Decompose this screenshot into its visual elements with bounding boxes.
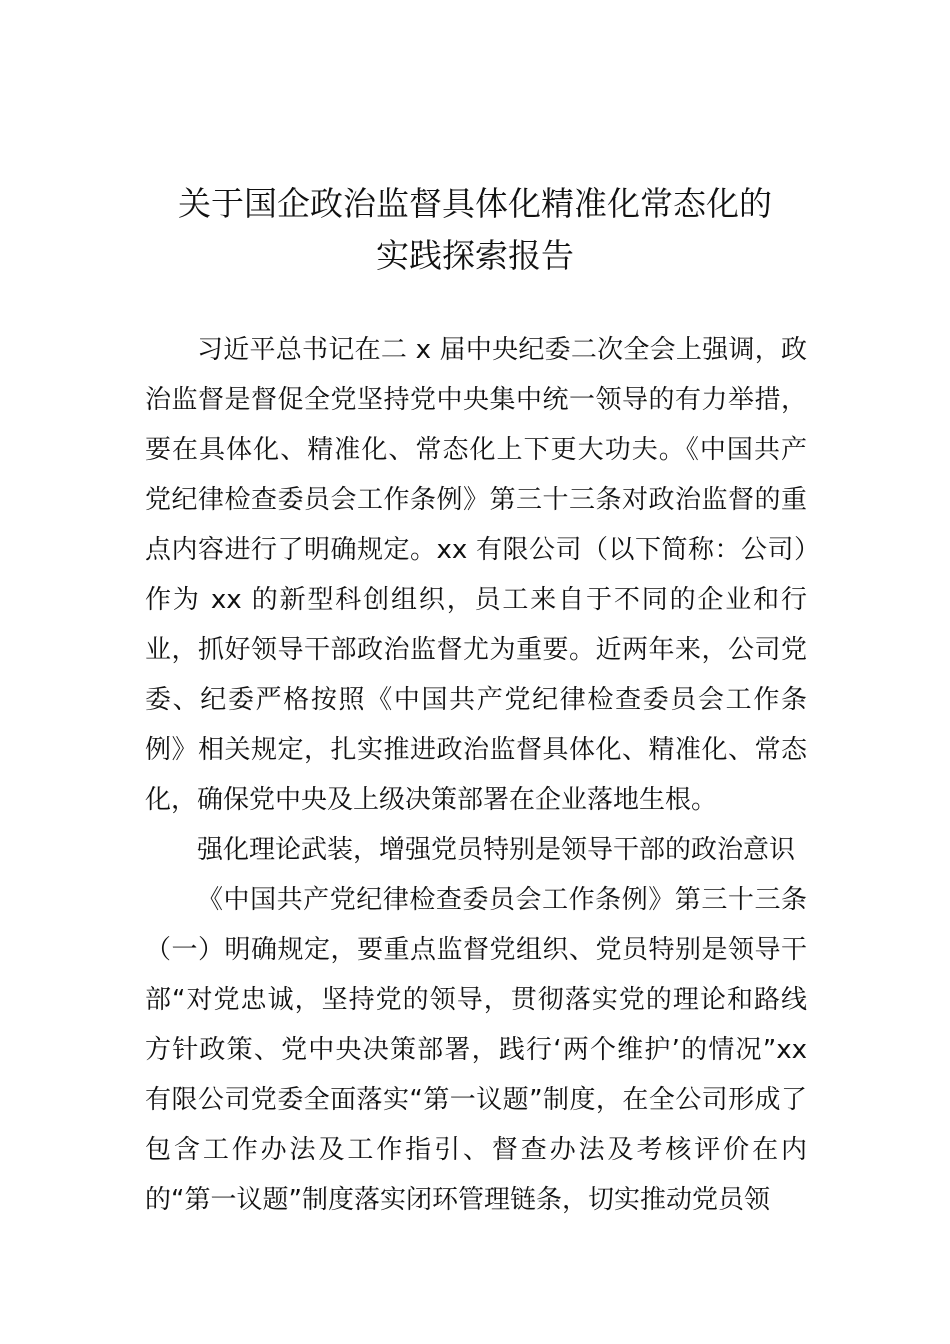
section-heading: 强化理论武装，增强党员特别是领导干部的政治意识 [197, 835, 796, 865]
title-line-2: 实践探索报告 [376, 236, 574, 275]
document-body [145, 325, 807, 1225]
paragraph-intro: 习近平总书记在二 x 届中央纪委二次全会上强调，政治监督是督促全党坚持党中央集中统一领导的有力举措，要在具体化、精准化、常态化上下更大功夫。《中国共产党纪律检查委员会工作条例》第三十三条对政治监督的重点内容进行了明确规定。xx 有限公司（以下简称：公司）作为 xx 的新型科创组织，员工来自于不同的企业和行业，抓好领导干部政治监督尤为重要。近两年来，公司党委、纪委严格按照《中国共产党纪律检查委员会工作条例》相关规定，扎实推进政治监督具体化、精准化、常态化，确保党中央及上级决策部署在企业落地生根。 [145, 335, 807, 815]
title-line-1: 关于国企政治监督具体化精准化常态化的 [178, 184, 772, 223]
document-title [145, 178, 805, 282]
paragraph-regulation: 《中国共产党纪律检查委员会工作条例》第三十三条（一）明确规定，要重点监督党组织、党员特别是领导干部“对党忠诚，坚持党的领导，贯彻落实党的理论和路线方针政策、党中央决策部署，践行‘两个维护’的情况”xx 有限公司党委全面落实“第一议题”制度，在全公司形成了包含工作办法及工作指引、督查办法及考核评价在内的“第一议题”制度落实闭环管理链条，切实推动党员领 [145, 885, 807, 1215]
